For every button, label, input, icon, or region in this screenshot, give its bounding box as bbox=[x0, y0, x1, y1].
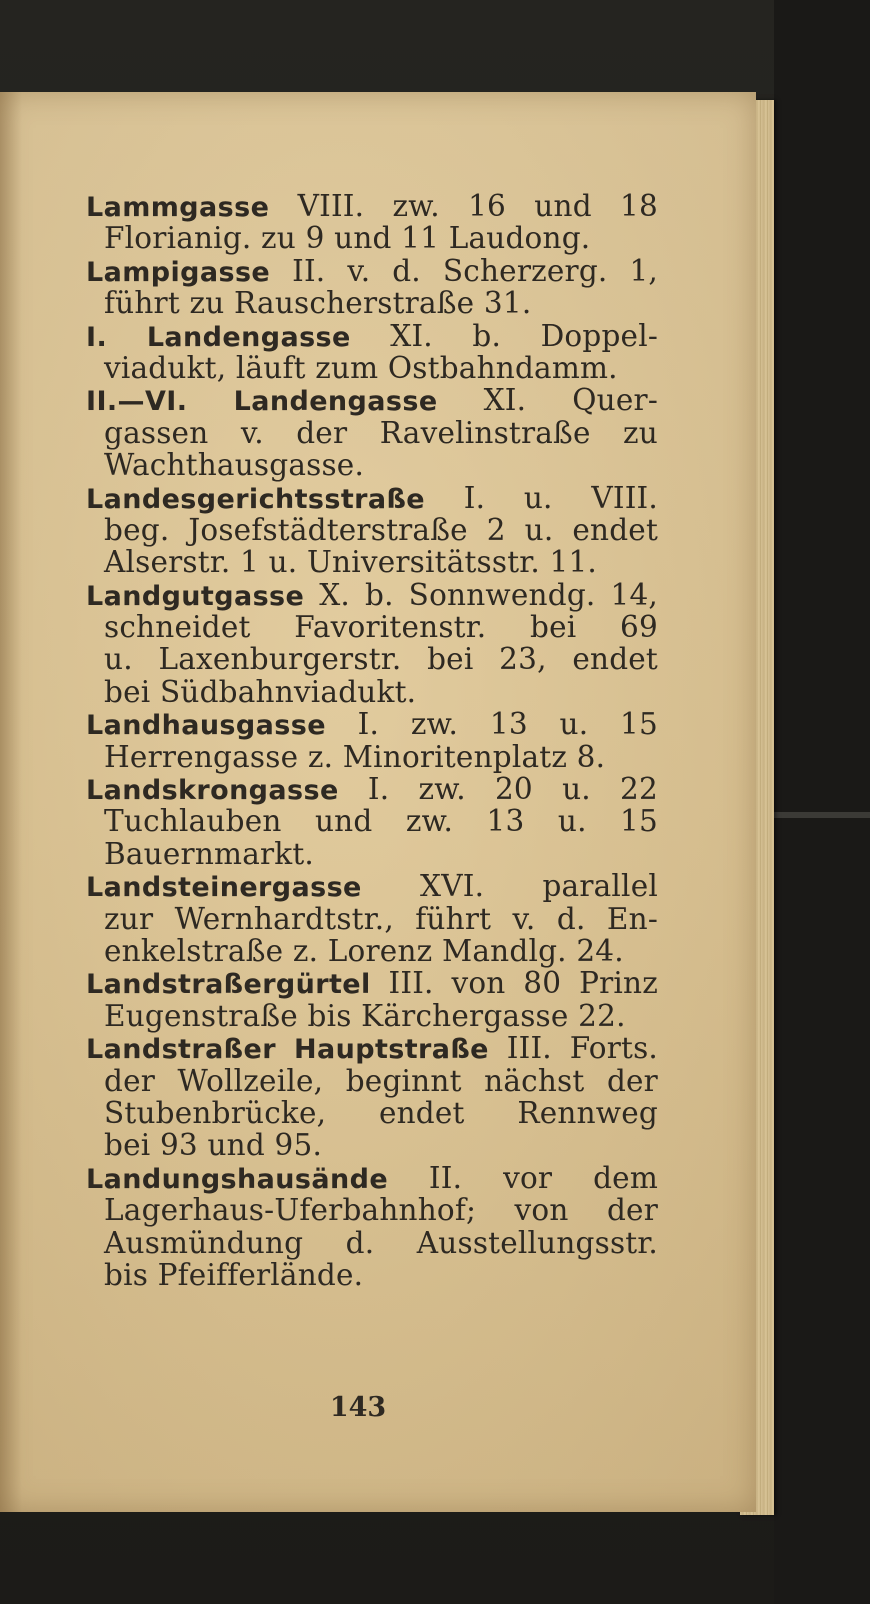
directory-entry bbox=[86, 870, 658, 967]
street-name: Landhausgasse bbox=[86, 710, 326, 742]
entry-continuation-line: Stubenbrücke, endet Rennweg bbox=[104, 1095, 658, 1130]
entry-detail: X. b. Sonnwendg. 14, bbox=[304, 577, 658, 612]
entry-continuation-line: Alserstr. 1 u. Universitätsstr. 11. bbox=[104, 545, 598, 580]
entry-first-line bbox=[86, 384, 658, 416]
entry-first-line bbox=[86, 482, 658, 514]
entry-continuation-line: bis Pfeifferlände. bbox=[104, 1257, 364, 1292]
street-name: Landungshausände bbox=[86, 1163, 389, 1195]
entry-continuation-line: beg. Josefstädterstraße 2 u. endet bbox=[104, 512, 658, 547]
entry-continuation-line: Wachthausgasse. bbox=[104, 448, 365, 483]
street-name: Landsteinergasse bbox=[86, 872, 362, 904]
entry-continuation-line: Bauernmarkt. bbox=[104, 836, 314, 871]
directory-entry bbox=[86, 384, 658, 481]
entry-detail: II. vor dem bbox=[388, 1160, 658, 1195]
entry-continuation-line: Herrengasse z. Minoritenplatz 8. bbox=[104, 739, 606, 774]
entry-continuation-line: enkelstraße z. Lorenz Mandlg. 24. bbox=[104, 933, 624, 968]
street-directory-text bbox=[86, 190, 658, 1291]
entry-continuation-line: schneidet Favoritenstr. bei 69 bbox=[104, 610, 658, 645]
directory-entry bbox=[86, 773, 658, 870]
directory-entry bbox=[86, 967, 658, 1032]
street-name: I. Landengasse bbox=[86, 321, 351, 353]
street-name: Lammgasse bbox=[86, 192, 270, 223]
entry-detail: III. Forts. bbox=[488, 1031, 658, 1066]
directory-entry bbox=[86, 579, 658, 709]
entry-continuation-line: Tuchlauben und zw. 13 u. 15 bbox=[104, 804, 658, 839]
entry-detail: XI. Quer- bbox=[437, 383, 659, 418]
entry-continuation-line: bei 93 und 95. bbox=[104, 1128, 323, 1163]
street-name: Landesgerichtsstraße bbox=[86, 483, 426, 515]
entry-continuation-line: führt zu Rauscherstraße 31. bbox=[104, 286, 532, 321]
street-name: II.—VI. Landengasse bbox=[86, 386, 438, 418]
entry-continuation-line: der Wollzeile, beginnt nächst der bbox=[104, 1063, 658, 1098]
street-name: Landskrongasse bbox=[86, 775, 339, 807]
entry-continuation-line: Lagerhaus-Uferbahnhof; von der bbox=[104, 1193, 658, 1228]
entry-continuation-line: u. Laxenburgerstr. bei 23, endet bbox=[104, 642, 658, 677]
street-name: Lampigasse bbox=[86, 256, 271, 288]
directory-entry bbox=[86, 255, 658, 320]
entry-first-line bbox=[86, 1032, 658, 1064]
directory-entry bbox=[86, 190, 658, 255]
entry-first-line bbox=[86, 708, 658, 740]
directory-entry bbox=[86, 1032, 658, 1162]
entry-continuation-line: Florianig. zu 9 und 11 Laudong. bbox=[104, 221, 591, 256]
street-name: Landgutgasse bbox=[86, 580, 305, 612]
book-page bbox=[0, 92, 756, 1512]
entry-continuation-line: gassen v. der Ravelinstraße zu bbox=[104, 415, 658, 450]
entry-detail: I. u. VIII. bbox=[425, 480, 658, 515]
street-name: Landstraßergürtel bbox=[86, 969, 371, 1001]
entry-continuation-line: bei Südbahnviadukt. bbox=[104, 674, 417, 709]
entry-first-line bbox=[86, 1162, 658, 1194]
entry-detail: II. v. d. Scherzerg. 1, bbox=[270, 253, 658, 288]
entry-detail: III. von 80 Prinz bbox=[370, 966, 658, 1001]
entry-continuation-line: viadukt, läuft zum Ostbahndamm. bbox=[104, 350, 618, 385]
entry-first-line bbox=[86, 579, 658, 611]
directory-entry bbox=[86, 708, 658, 773]
entry-detail: XVI. parallel bbox=[361, 869, 658, 904]
entry-detail: VIII. zw. 16 und 18 bbox=[269, 189, 658, 223]
entry-first-line bbox=[86, 773, 658, 805]
entry-detail: XI. b. Doppel- bbox=[350, 318, 659, 353]
entry-first-line bbox=[86, 870, 658, 902]
entry-first-line bbox=[86, 255, 658, 287]
street-name: Landstraßer Hauptstraße bbox=[86, 1034, 489, 1066]
entry-detail: I. zw. 13 u. 15 bbox=[325, 707, 658, 742]
entry-first-line bbox=[86, 320, 658, 352]
directory-entry bbox=[86, 482, 658, 579]
gutter-shadow bbox=[0, 92, 22, 1512]
entry-detail: I. zw. 20 u. 22 bbox=[338, 772, 658, 807]
entry-continuation-line: zur Wernhardtstr., führt v. d. En- bbox=[104, 901, 658, 936]
directory-entry bbox=[86, 1162, 658, 1292]
background-band bbox=[774, 812, 870, 818]
entry-continuation-line: Eugenstraße bis Kärchergasse 22. bbox=[104, 998, 626, 1033]
directory-entry bbox=[86, 320, 658, 385]
entry-continuation-line: Ausmündung d. Ausstellungsstr. bbox=[104, 1225, 658, 1260]
entry-first-line bbox=[86, 190, 658, 222]
entry-first-line bbox=[86, 967, 658, 999]
page-number: 143 bbox=[329, 1392, 387, 1423]
background-right bbox=[774, 0, 870, 1604]
